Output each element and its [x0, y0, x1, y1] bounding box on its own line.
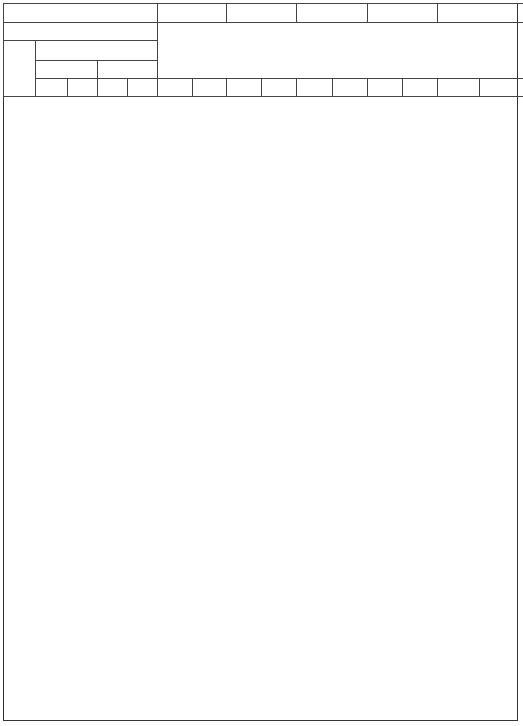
- size-m45: [297, 4, 368, 23]
- m60-lg: [480, 79, 523, 97]
- a-min: [36, 79, 68, 97]
- size-m60: [438, 4, 523, 23]
- length-l-label: [4, 23, 158, 41]
- b-min: [98, 79, 128, 97]
- grade-label: [36, 41, 158, 61]
- m45-ls: [297, 79, 333, 97]
- a-max: [68, 79, 98, 97]
- m39-lg: [262, 79, 297, 97]
- size-m52: [368, 4, 438, 23]
- grade-a: [36, 61, 98, 79]
- m45-lg: [333, 79, 368, 97]
- m33-lg: [193, 79, 227, 97]
- size-m39: [227, 4, 297, 23]
- grade-b: [98, 61, 158, 79]
- m60-ls: [438, 79, 480, 97]
- m33-ls: [158, 79, 193, 97]
- m52-ls: [368, 79, 403, 97]
- standard-table-page: [3, 3, 518, 721]
- size-m33: [158, 4, 227, 23]
- ls-lg-label: [158, 23, 523, 79]
- b-max: [128, 79, 158, 97]
- nominal-label: [4, 41, 36, 97]
- bolt-length-table: [3, 3, 523, 97]
- thread-spec-label: [4, 4, 158, 23]
- m39-ls: [227, 79, 262, 97]
- m52-lg: [403, 79, 438, 97]
